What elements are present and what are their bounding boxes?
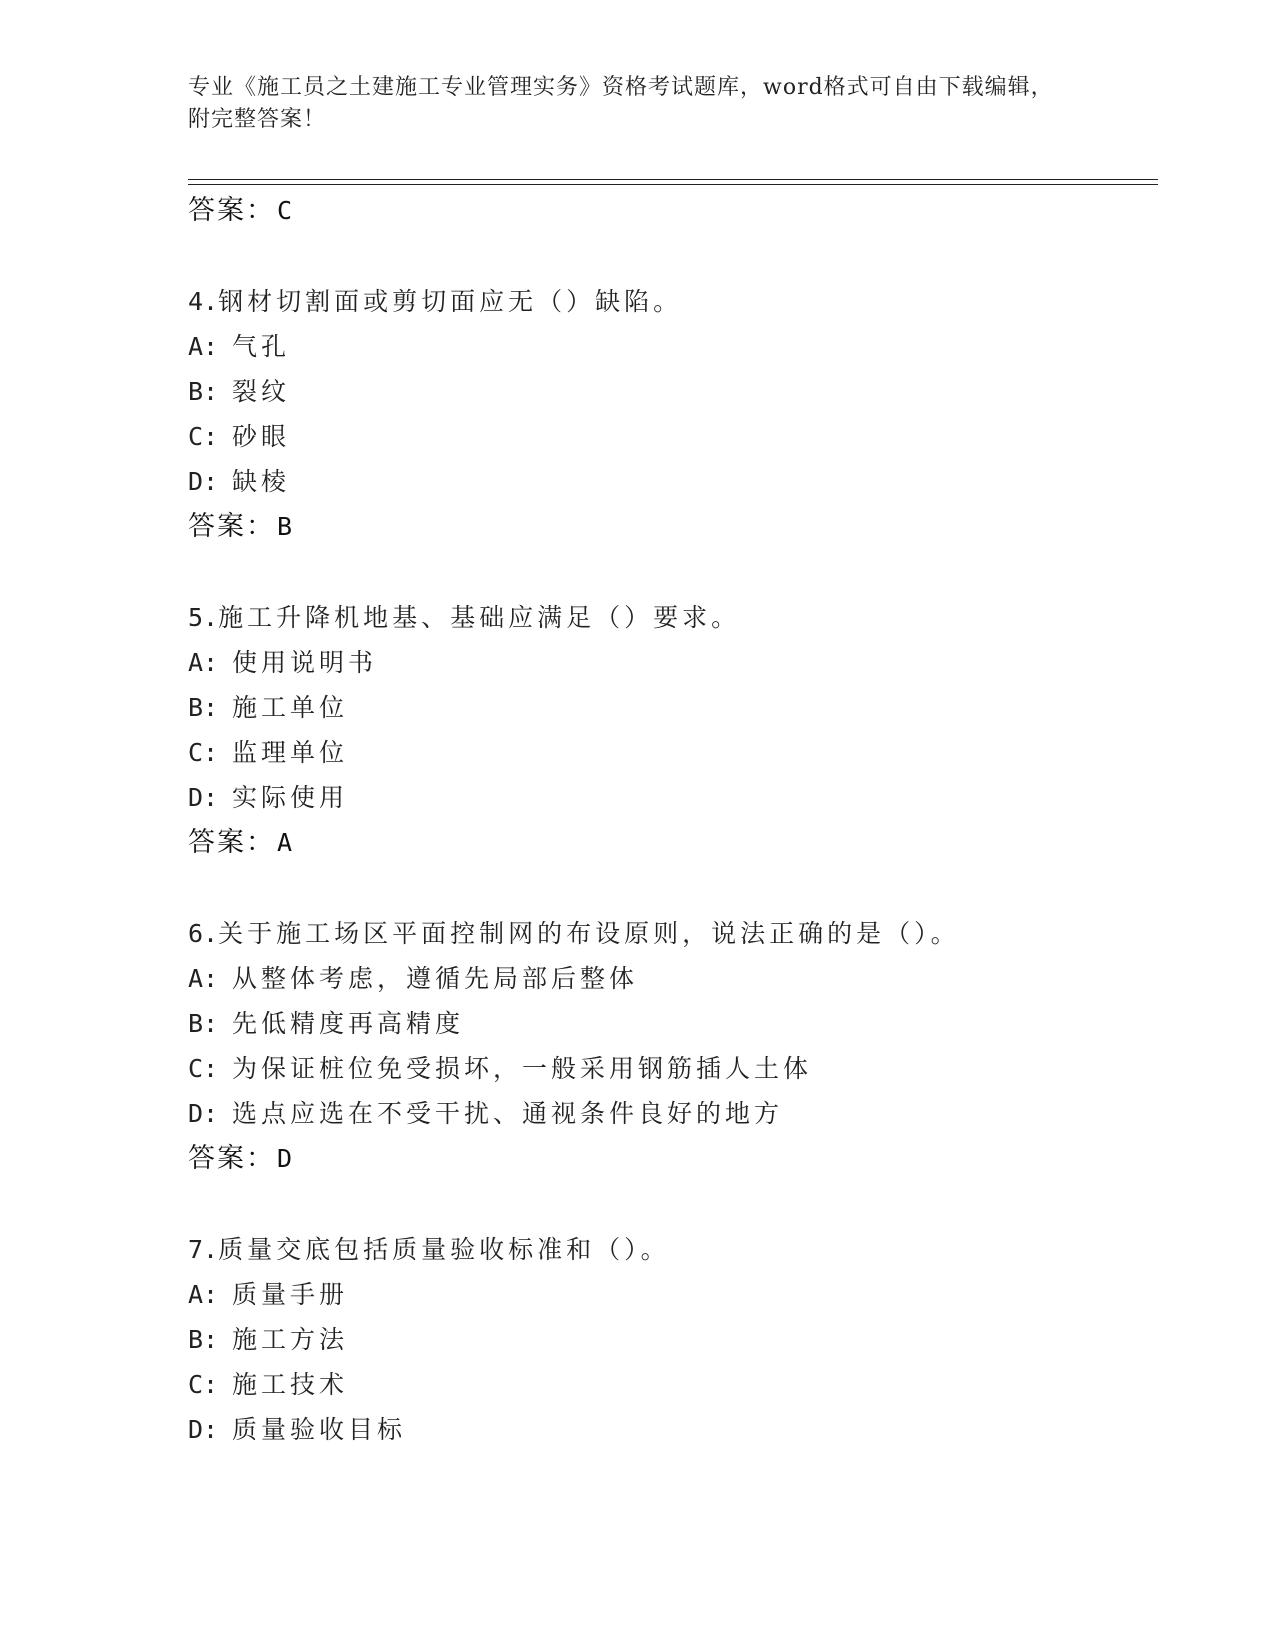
option-key: A: (188, 1280, 219, 1309)
option-text: 先低精度再高精度 (232, 1009, 465, 1038)
option-key: B: (188, 693, 219, 722)
question-7 (188, 1230, 670, 1266)
option-a (188, 1275, 348, 1311)
option-text: 质量验收目标 (232, 1415, 407, 1444)
option-key: D: (188, 783, 219, 812)
option-key: B: (188, 377, 219, 406)
question-text: 质量交底包括质量验收标准和（）。 (218, 1235, 670, 1264)
answer-line (188, 504, 294, 543)
option-a (188, 327, 290, 363)
option-d (188, 1410, 406, 1446)
option-d (188, 778, 348, 814)
option-b (188, 1320, 348, 1356)
option-text: 施工技术 (232, 1370, 349, 1399)
question-number: 6. (188, 919, 219, 948)
question-text: 关于施工场区平面控制网的布设原则，说法正确的是（）。 (218, 919, 960, 948)
option-key: C: (188, 1054, 219, 1083)
question-text: 施工升降机地基、基础应满足（）要求。 (218, 603, 741, 632)
question-number: 7. (188, 1235, 219, 1264)
option-a (188, 643, 377, 679)
option-key: D: (188, 467, 219, 496)
option-text: 质量手册 (232, 1280, 349, 1309)
option-key: D: (188, 1099, 219, 1128)
option-text: 为保证桩位免受损坏，一般采用钢筋插人土体 (232, 1054, 813, 1083)
option-text: 选点应选在不受干扰、通视条件良好的地方 (232, 1099, 784, 1128)
option-d (188, 462, 290, 498)
answer-value: A (277, 828, 295, 857)
option-c (188, 417, 290, 453)
option-d (188, 1094, 783, 1130)
option-text: 气孔 (232, 332, 291, 361)
option-b (188, 372, 290, 408)
question-number: 5. (188, 603, 219, 632)
option-text: 使用说明书 (232, 648, 378, 677)
option-text: 缺棱 (232, 467, 291, 496)
answer-label: 答案： (188, 511, 275, 542)
answer-label: 答案： (188, 195, 275, 226)
option-b (188, 688, 348, 724)
document-header: 专业《施工员之土建施工专业管理实务》资格考试题库，word格式可自由下载编辑，附完整答案！ (188, 75, 1054, 132)
option-key: A: (188, 964, 219, 993)
option-key: A: (188, 332, 219, 361)
answer-label: 答案： (188, 1143, 275, 1174)
option-text: 砂眼 (232, 422, 291, 451)
option-text: 施工方法 (232, 1325, 349, 1354)
option-text: 从整体考虑，遵循先局部后整体 (232, 964, 639, 993)
option-c (188, 1049, 812, 1085)
option-b (188, 1004, 464, 1040)
option-text: 施工单位 (232, 693, 349, 722)
option-key: C: (188, 1370, 219, 1399)
option-a (188, 959, 638, 995)
question-6 (188, 914, 960, 950)
option-text: 实际使用 (232, 783, 349, 812)
option-key: C: (188, 738, 219, 767)
answer-value: C (277, 196, 295, 225)
option-key: A: (188, 648, 219, 677)
option-key: B: (188, 1009, 219, 1038)
question-text: 钢材切割面或剪切面应无（）缺陷。 (218, 287, 683, 316)
answer-line (188, 820, 294, 859)
question-4 (188, 282, 682, 318)
answer-label: 答案： (188, 827, 275, 858)
answer-value: D (277, 1144, 295, 1173)
option-c (188, 1365, 348, 1401)
option-key: D: (188, 1415, 219, 1444)
header-rule-bottom (188, 184, 1158, 185)
header-rule-top (188, 179, 1158, 180)
option-key: C: (188, 422, 219, 451)
question-number: 4. (188, 287, 219, 316)
option-text: 裂纹 (232, 377, 291, 406)
answer-line (188, 1136, 294, 1175)
question-5 (188, 598, 740, 634)
option-key: B: (188, 1325, 219, 1354)
option-text: 监理单位 (232, 738, 349, 767)
answer-line (188, 188, 294, 227)
option-c (188, 733, 348, 769)
answer-value: B (277, 512, 295, 541)
